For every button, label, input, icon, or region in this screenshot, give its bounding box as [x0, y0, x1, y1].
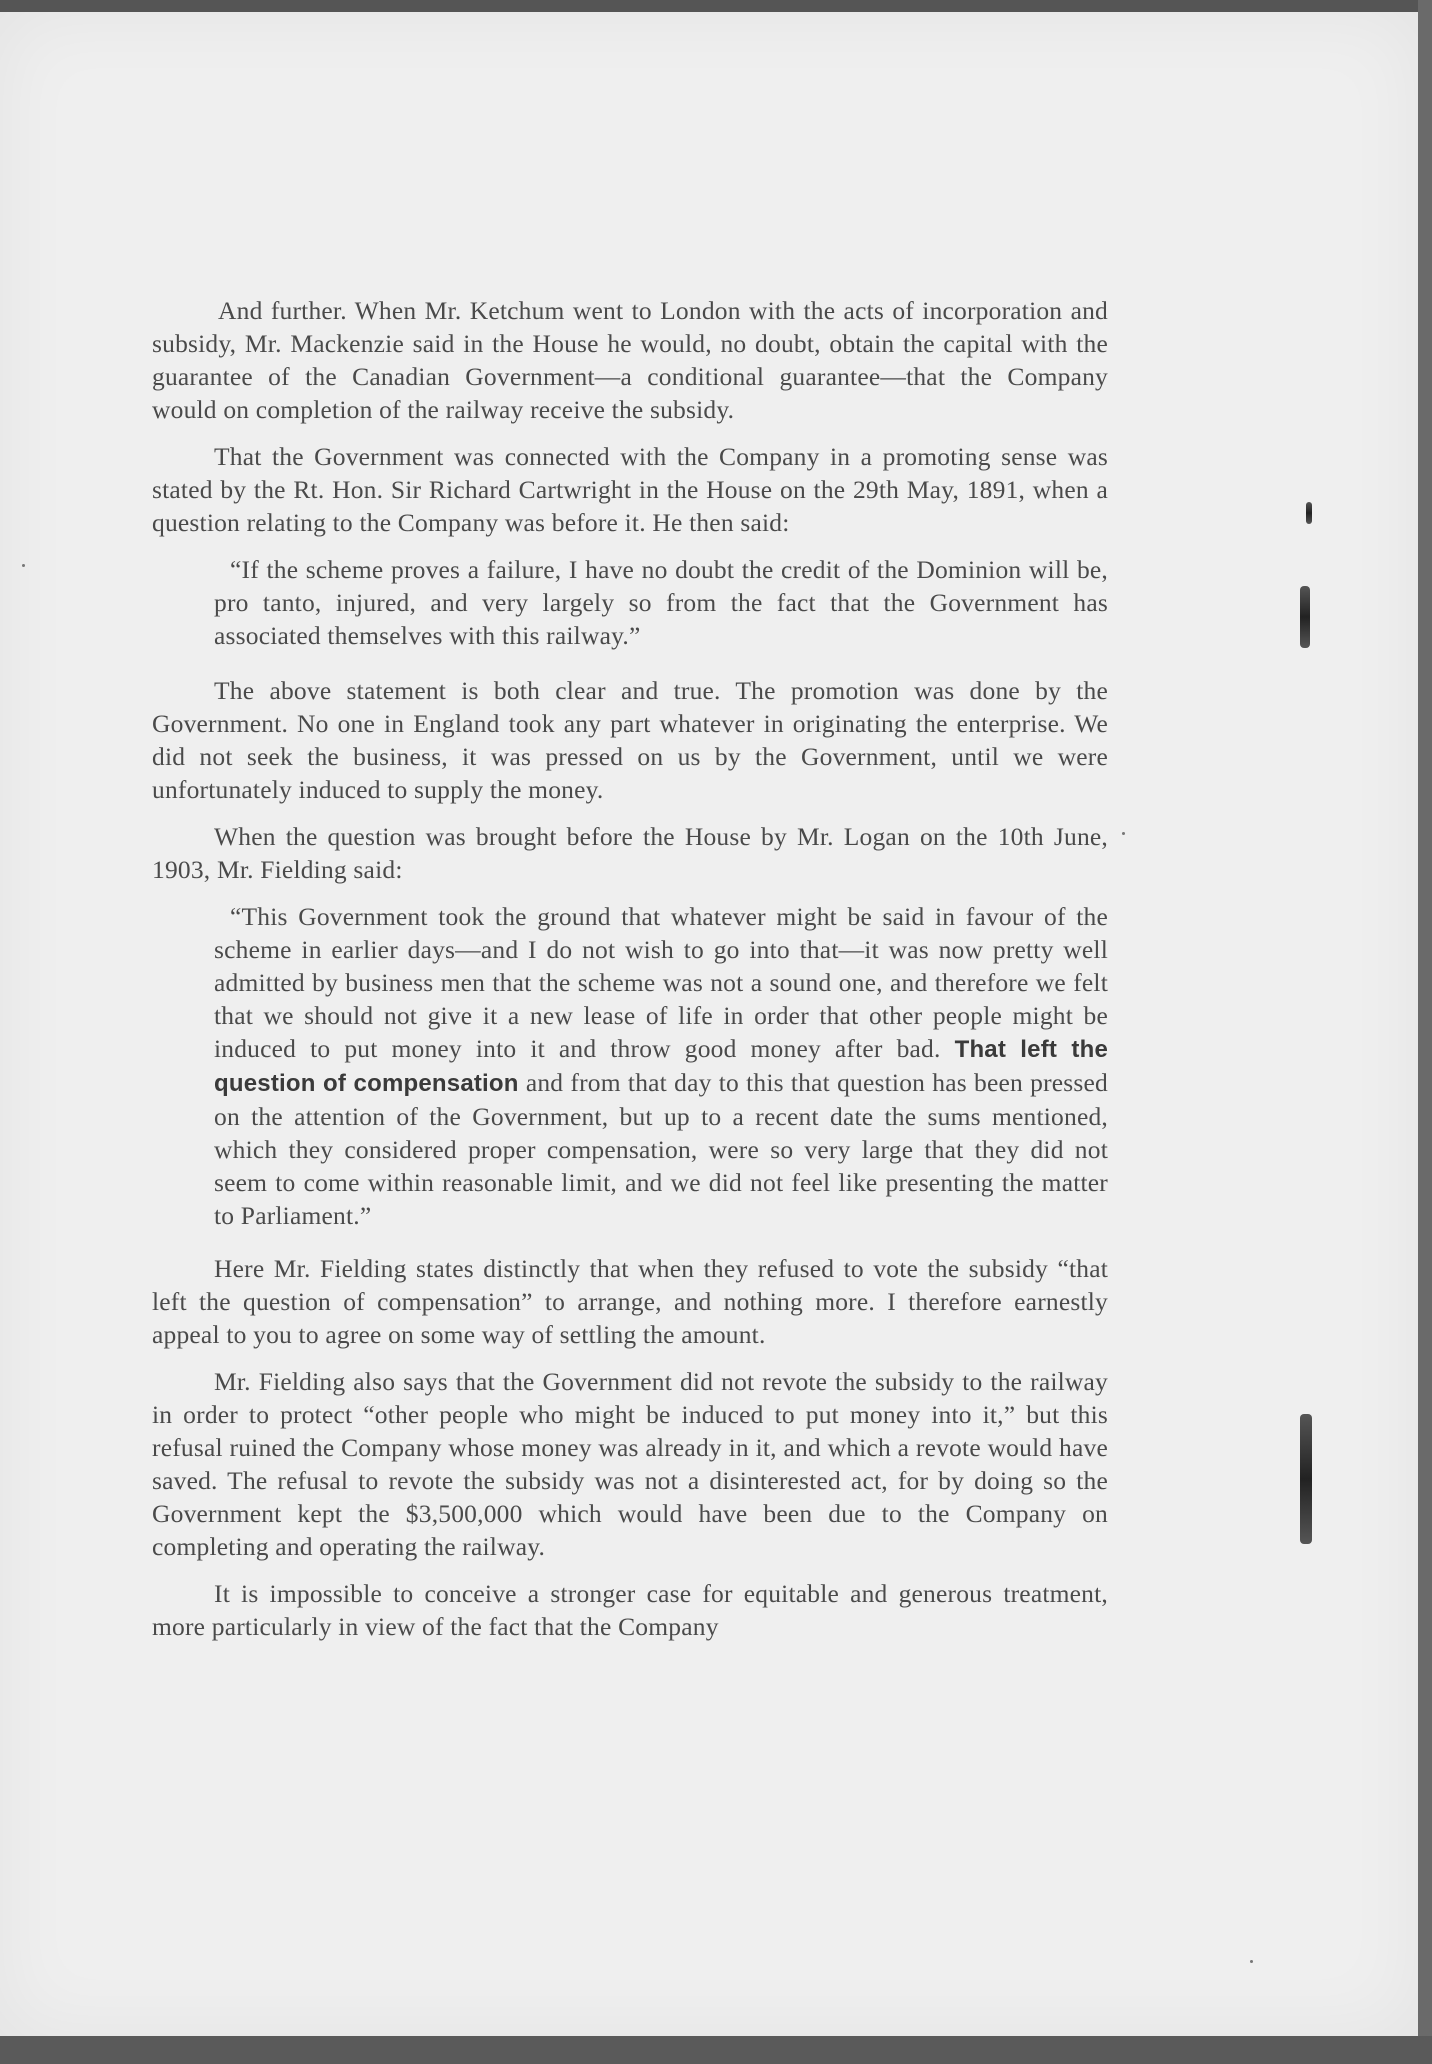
paragraph-equitable-treatment: It is impossible to conceive a stronger case for equitable and generous treatment, more particularly in view of the fact that the Company	[152, 1579, 1108, 1641]
document-body	[152, 294, 1108, 1657]
quote-fielding-text-after: and from that day to this that question has been pressed on the attention of the Government, but up to a recent date the sums mentioned, which they considered proper compensation, were so very large that they did not seem to come within reasonable limit, and we did not feel like presenting the matter to Parliament.”	[214, 1068, 1108, 1230]
paragraph-logan-question: When the question was brought before the House by Mr. Logan on the 10th June, 1903, Mr. Fielding said:	[152, 822, 1108, 884]
quote-cartwright: “If the scheme proves a failure, I have no doubt the credit of the Dominion will be, pro tanto, injured, and very largely so from the fact that the Government has associated themselves with this railway.”	[214, 555, 1108, 650]
binding-clip-mark	[1306, 502, 1312, 524]
document-page	[0, 12, 1418, 2036]
paragraph-ketchum-london: And further. When Mr. Ketchum went to London with the acts of incorporation and subsidy, Mr. Mackenzie said in the House he would, no doubt, obtain the capital with the guarantee of the Canadian Government—a conditional guarantee—that the Company would on completion of the railway receive the subsidy.	[152, 296, 1108, 424]
quote-fielding	[214, 900, 1108, 1232]
quote-fielding-text-before: “This Government took the ground that whatever might be said in favour of the scheme in earlier days—and I do not wish to go into that—it was now pretty well admitted by business men that the scheme was not a sound one, and therefore we felt that we should not give it a new lease of life in order that other people might be induced to put money into it and throw good money after bad.	[214, 902, 1108, 1063]
binding-clip-mark	[1300, 1414, 1312, 1544]
scan-speck	[1250, 1960, 1253, 1963]
paragraph-fielding-states: Here Mr. Fielding states distinctly that when they refused to vote the subsidy “that left the question of compensation” to arrange, and nothing more. I therefore earnestly appeal to you to agree on some way of settling the amount.	[152, 1254, 1108, 1349]
scan-speck	[1122, 832, 1125, 835]
paragraph-promotion-by-government: The above statement is both clear and true. The promotion was done by the Government. No one in England took any part whatever in originating the enterprise. We did not seek the business, it was pressed on us by the Government, until we were unfortunately induced to supply the money.	[152, 676, 1108, 804]
scan-right-border	[1418, 0, 1432, 2064]
quote-fielding-bold-phrase: That left the question of compensation	[214, 1036, 1108, 1097]
paragraph-cartwright-statement: That the Government was connected with the Company in a promoting sense was stated by the Rt. Hon. Sir Richard Cartwright in the House on the 29th May, 1891, when a question relating to the Company was before it. He then said:	[152, 442, 1108, 537]
paragraph-refusal-revote: Mr. Fielding also says that the Government did not revote the subsidy to the railway in order to protect “other people who might be induced to put money into it,” but this refusal ruined the Company whose money was already in it, and which a revote would have saved. The refusal to revote the subsidy was not a disinterested act, for by doing so the Government kept the $3,500,000 which would have been due to the Company on completing and operating the railway.	[152, 1367, 1108, 1561]
binding-clip-mark	[1300, 586, 1310, 648]
scan-speck	[22, 564, 25, 567]
scan-bottom-border	[0, 2036, 1432, 2064]
scan-top-border	[0, 0, 1432, 12]
